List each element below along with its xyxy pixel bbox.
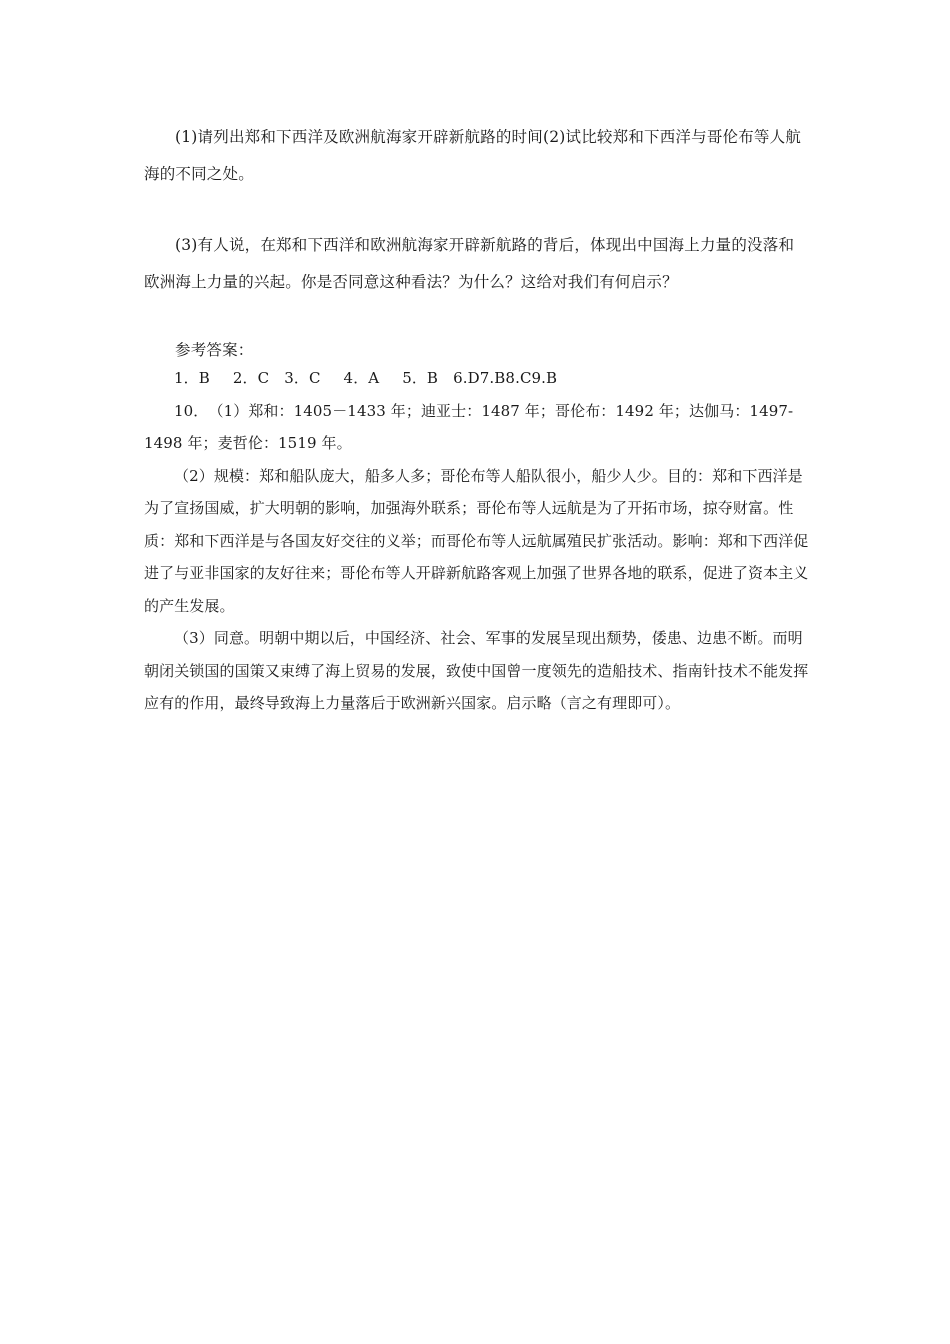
multiple-choice-answers: 1．B 2．C 3．C 4．A 5．B 6.D7.B8.C9.B bbox=[174, 369, 558, 387]
answer-10-part-3: （3）同意。明朝中期以后，中国经济、社会、军事的发展呈现出颓势，倭患、边患不断。而明朝闭关锁国的国策又束缚了海上贸易的发展，致使中国曾一度领先的造船技术、指南针技术不能发挥应有的作用，最终导致海上力量落后于欧洲新兴国家。启示略（言之有理即可）。 bbox=[144, 629, 809, 712]
answer-10-part-2: （2）规模：郑和船队庞大，船多人多；哥伦布等人船队很小，船少人少。目的：郑和下西洋是为了宣扬国威，扩大明朝的影响，加强海外联系；哥伦布等人远航是为了开拓市场，掠夺财富。性质：郑和下西洋是与各国友好交往的义举；而哥伦布等人远航属殖民扩张活动。影响：郑和下西洋促进了与亚非国家的友好往来；哥伦布等人开辟新航路客观上加强了世界各地的联系，促进了资本主义的产生发展。 bbox=[144, 466, 809, 615]
question-1-2 bbox=[144, 119, 809, 193]
question-1-2-text: (1)请列出郑和下西洋及欧洲航海家开辟新航路的时间(2)试比较郑和下西洋与哥伦布等人航海的不同之处。 bbox=[144, 128, 802, 183]
answer-heading: 参考答案： bbox=[175, 341, 254, 359]
question-3 bbox=[144, 227, 809, 301]
question-3-text: (3)有人说，在郑和下西洋和欧洲航海家开辟新航路的背后，体现出中国海上力量的没落和欧洲海上力量的兴起。你是否同意这种看法？为什么？这给对我们有何启示？ bbox=[144, 236, 795, 291]
answer-section bbox=[144, 362, 809, 720]
answer-10-part-1: 10． （1）郑和：1405－1433 年；迪亚士：1487 年；哥伦布：1492 年；达伽马：1497-1498 年；麦哲伦：1519 年。 bbox=[144, 401, 794, 452]
